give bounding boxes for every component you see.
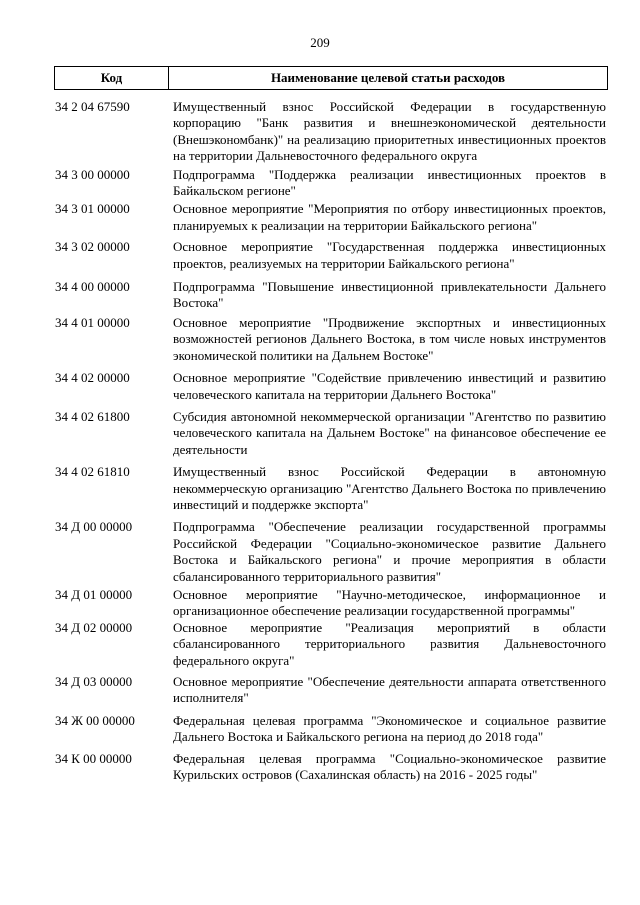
row-name: Основное мероприятие "Обеспечение деятельности аппарата ответственного исполнителя"	[173, 674, 606, 706]
row-code: 34 3 00 00000	[55, 166, 130, 182]
row-code: 34 4 02 00000	[55, 370, 130, 386]
table-row	[54, 519, 608, 585]
table-row	[54, 587, 608, 620]
row-name: Имущественный взнос Российской Федерации в автономную некоммерческую организацию "Агентство Дальнего Востока по привлечению инвестиций и поддержке экспорта"	[173, 464, 606, 512]
page-number: 209	[310, 35, 330, 50]
row-name: Федеральная целевая программа "Экономическое и социальное развитие Дальнего Востока и Байкальского региона на период до 2018 года"	[173, 712, 606, 745]
row-name: Имущественный взнос Российской Федерации в государственную корпорацию "Банк развития и внешнеэкономической деятельности (Внешэкономбанк)" на реализацию приоритетных инвестиционных проектов на территории Дальневосточного федерального округа	[173, 99, 606, 164]
table-row	[54, 99, 608, 165]
row-name: Подпрограмма "Повышение инвестиционной привлекательности Дальнего Востока"	[173, 279, 606, 311]
header-name: Наименование целевой статьи расходов	[270, 70, 506, 85]
row-code: 34 Д 03 00000	[55, 674, 133, 689]
row-name: Подпрограмма "Поддержка реализации инвестиционных проектов в Байкальском регионе"	[173, 166, 606, 199]
row-name: Основное мероприятие "Государственная поддержка инвестиционных проектов, реализуемых на территории Байкальского региона"	[173, 239, 606, 271]
row-code: 34 3 02 00000	[55, 239, 130, 255]
row-code: 34 4 00 00000	[55, 279, 130, 295]
row-code: 34 4 02 61800	[55, 408, 130, 424]
row-name: Основное мероприятие "Содействие привлечению инвестиций и развитию человеческого капитала на территории Дальнего Востока"	[173, 370, 606, 402]
row-name: Субсидия автономной некоммерческой организации "Агентство по развитию человеческого капитала на Дальнем Востоке" на финансовое обеспечение ее деятельности	[173, 408, 606, 457]
row-name: Подпрограмма "Обеспечение реализации государственной программы Российской Федерации "Социально-экономическое развитие Дальнего Востока и Байкальского региона" и прочие мероприятия в области сбалансированного территориального развития"	[173, 519, 606, 584]
row-code: 34 Д 00 00000	[55, 519, 133, 535]
row-code: 34 К 00 00000	[55, 750, 132, 766]
row-name: Основное мероприятие "Научно-методическое, информационное и организационное обеспечение реализации государственной программы"	[173, 586, 606, 619]
row-code: 34 Д 02 00000	[55, 619, 133, 635]
table-header	[54, 66, 608, 90]
table-row	[54, 239, 608, 272]
row-name: Основное мероприятие "Мероприятия по отбору инвестиционных проектов, планируемых к реализации на территории Байкальского региона"	[173, 201, 606, 233]
table-row	[54, 279, 608, 312]
row-code: 34 2 04 67590	[55, 99, 130, 114]
row-name: Основное мероприятие "Реализация мероприятий в области сбалансированного территориального развития Дальневосточного федерального округа"	[173, 619, 606, 668]
table-row	[54, 620, 608, 669]
row-code: 34 3 01 00000	[55, 201, 130, 217]
table-body	[54, 90, 608, 783]
table-row	[54, 713, 608, 746]
table-row	[54, 409, 608, 458]
row-code: 34 4 01 00000	[55, 314, 130, 330]
row-name: Основное мероприятие "Продвижение экспортных и инвестиционных возможностей регионов Дальнего Востока, в том числе новых инструментов экономической политики на Дальнем Востоке"	[173, 314, 606, 363]
table-row	[54, 751, 608, 784]
row-code: 34 Ж 00 00000	[55, 712, 135, 728]
row-code: 34 Д 01 00000	[55, 586, 133, 602]
table-row	[54, 167, 608, 200]
header-code: Код	[55, 67, 169, 89]
table-row	[54, 674, 608, 707]
row-code: 34 4 02 61810	[55, 464, 130, 480]
budget-codes-table	[54, 66, 608, 783]
table-row	[54, 464, 608, 513]
table-row	[54, 315, 608, 364]
table-row	[54, 370, 608, 403]
table-row	[54, 201, 608, 234]
row-name: Федеральная целевая программа "Социально-экономическое развитие Курильских островов (Сахалинская область) на 2016 - 2025 годы"	[173, 750, 606, 783]
